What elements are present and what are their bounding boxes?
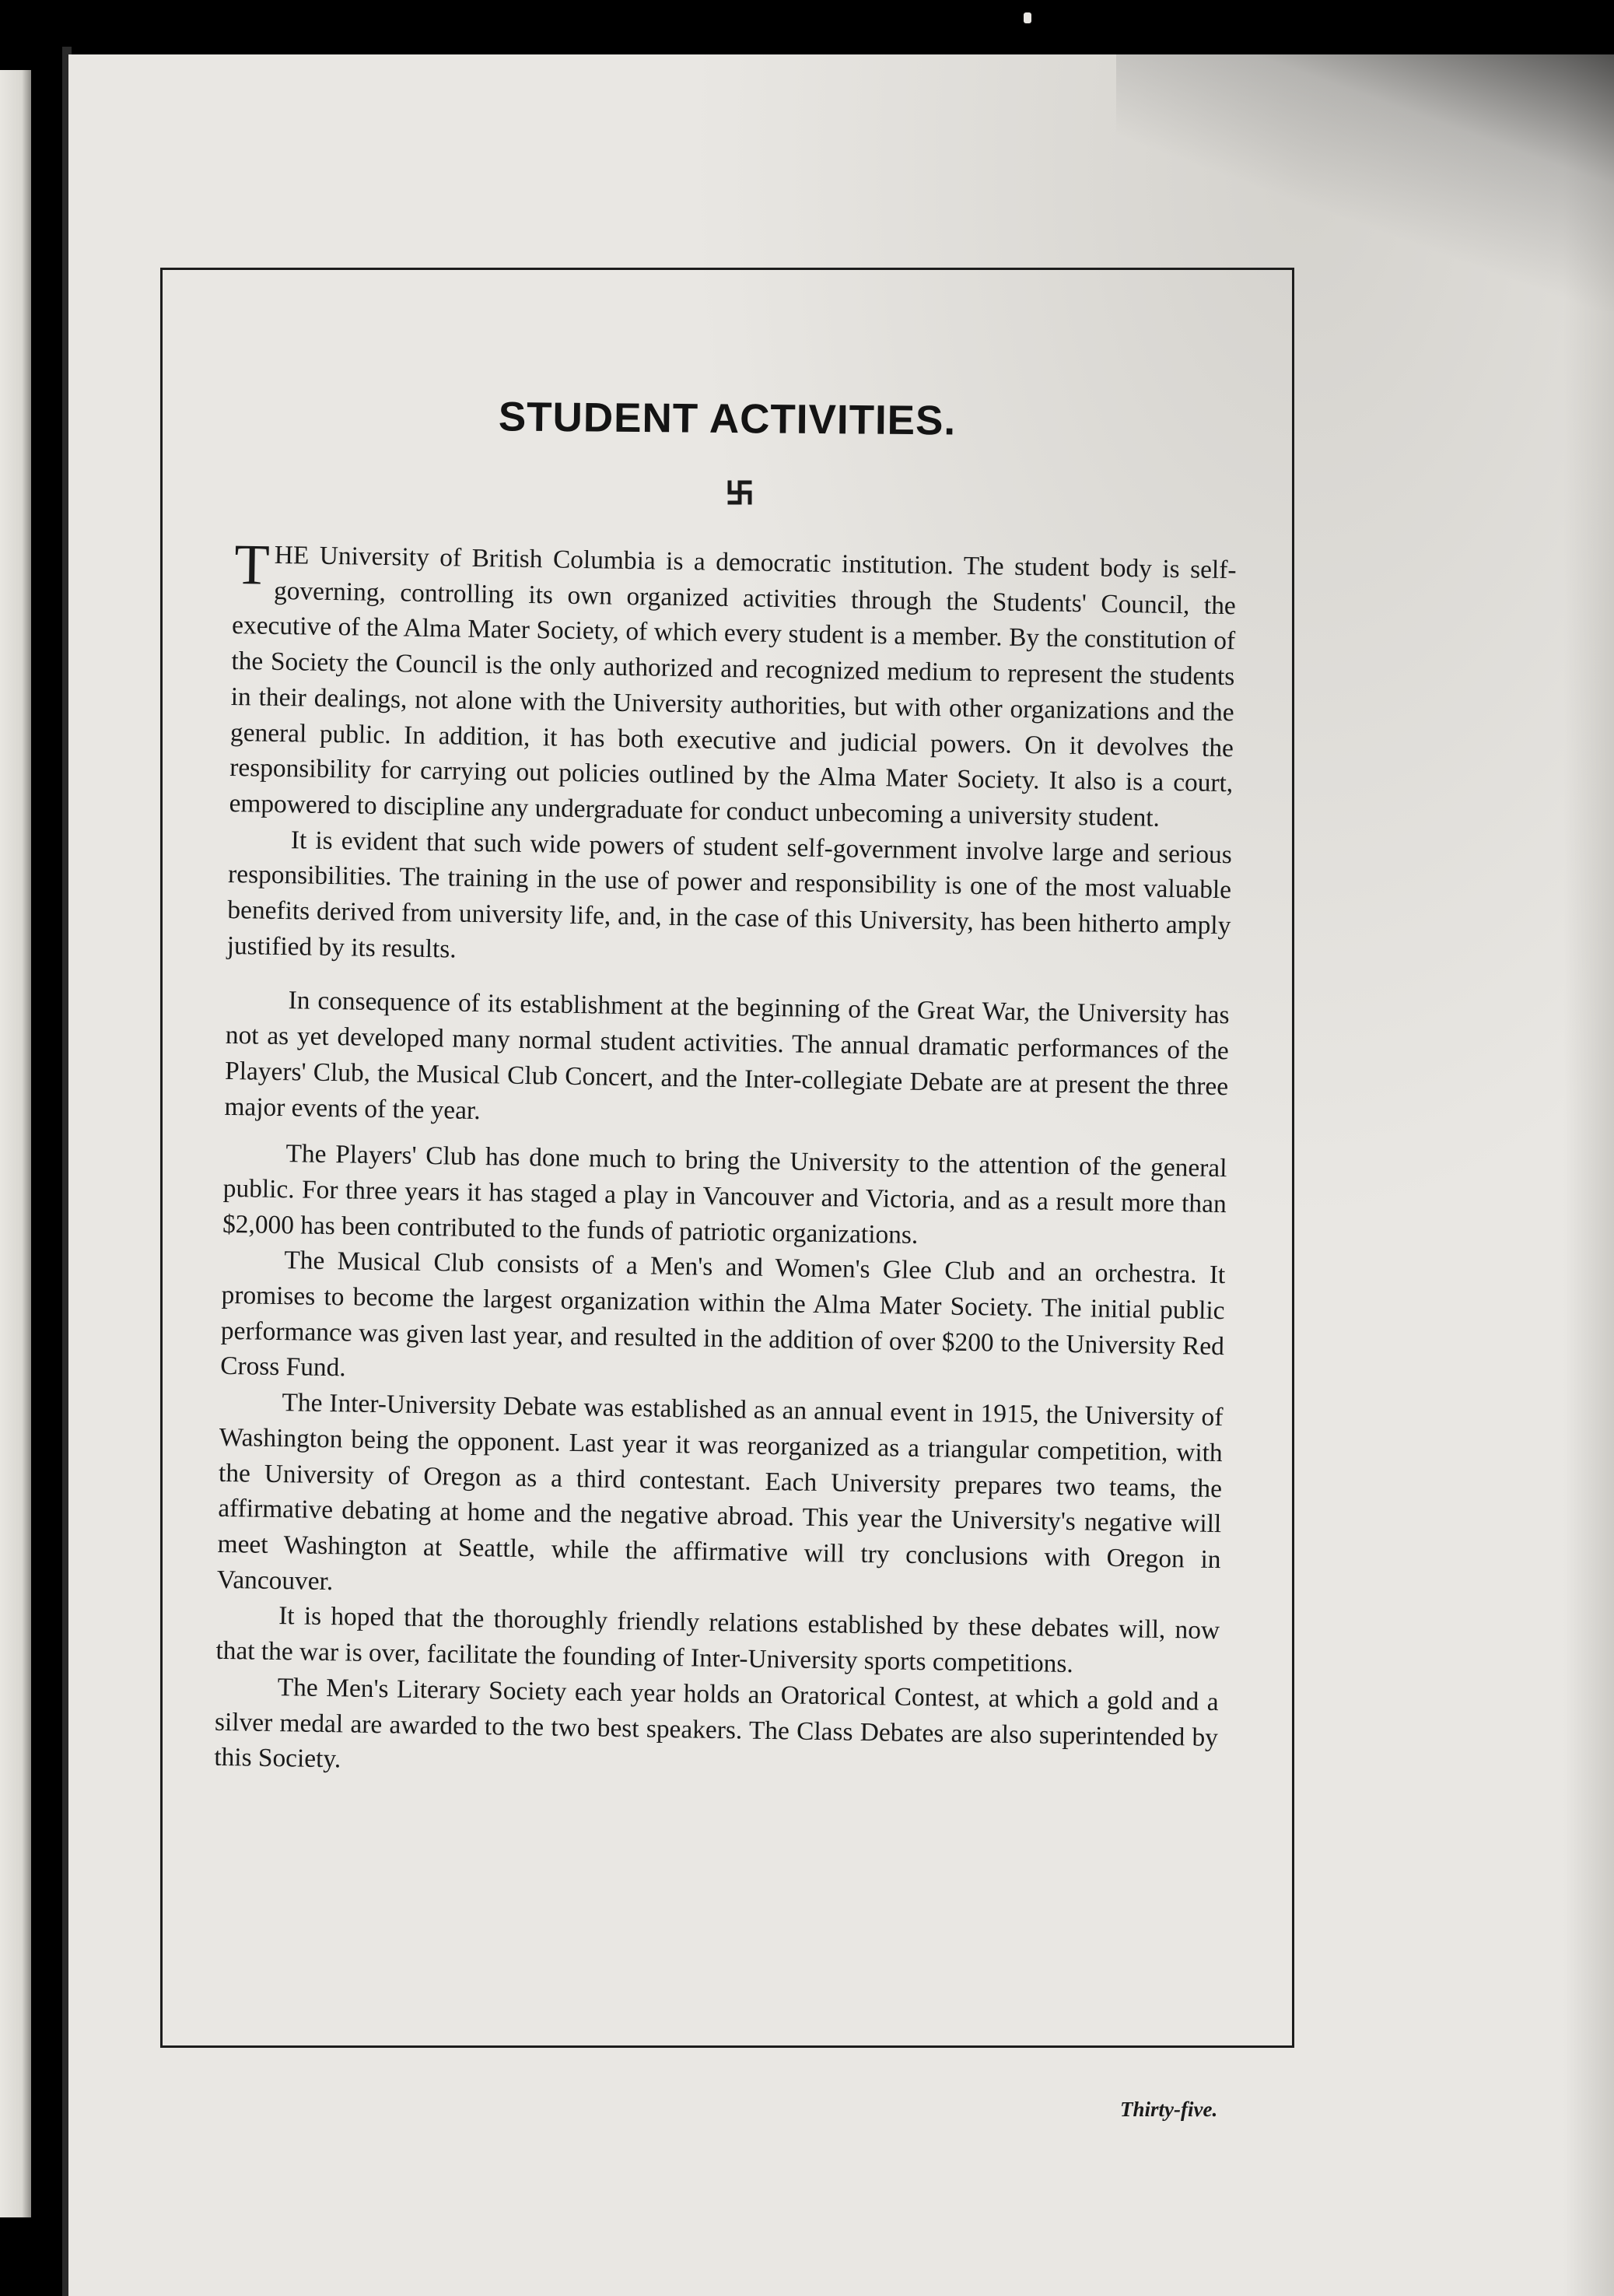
paragraph-debate: The Inter-University Debate was established as an annual event in 1915, the University of Washington being the opponent. Last year it was reorganized as a triangular competition, with the University of Oregon as a third contestant. Each University prepares two teams, the affirmative debating at home and the negative abroad. This year the University's negative will meet Washington at Seattle, while the affirmative will try conclusions with Oregon in Vancouver. (216, 1388, 1224, 1596)
facing-page-edge (0, 70, 31, 2217)
article-body (214, 533, 1237, 1791)
page-number: Thirty-five. (1120, 2098, 1218, 2121)
swastika-ornament-icon (726, 479, 753, 506)
paragraph-players-club: The Players' Club has done much to bring the University to the attention of the general public. For three years it has staged a play in Vancouver and Victoria, and as a result more than $2,000 has been contributed to the funds of patriotic organizations. (222, 1139, 1227, 1250)
paragraph-major-events: In consequence of its establishment at the beginning of the Great War, the University has not as yet developed many normal student activities. The annual dramatic performances of the Players' Club, the Musical Club Concert, and the Inter-collegiate Debate are at present the three major events of the year. (224, 986, 1230, 1125)
paragraph-musical-club: The Musical Club consists of a Men's and Women's Glee Club and an orchestra. It promises to become the largest organization within the Alma Mater Society. The initial public performance was given last year, and resulted in the addition of over $200 to the University Red Cross Fund. (219, 1246, 1226, 1383)
paragraph-literary-society: The Men's Literary Society each year holds an Oratorical Contest, at which a gold and a silver medal are awarded to the two best speakers. The Class Debates are also superintended by this Society. (214, 1672, 1219, 1774)
paragraph-intro (229, 533, 1237, 837)
page-right-edge (1563, 54, 1614, 2296)
paragraph-intro-text: HE University of British Columbia is a democratic institution. The student body is self-governing, controlling its own organized activities through the Students' Council, the executive of the Alma Mater Society, of which every student is a member. By the constitution of the Society the Council is the only authorized and recognized medium to represent the students in their dealings, not alone with the University authorities, but with other organizations and the general public. In addition, it has both executive and judicial powers. On it devolves the responsibility for carrying out policies outlined by the Alma Mater Society. It also is a court, empowered to discipline any undergraduate for conduct unbecoming a university student. (229, 540, 1237, 833)
paragraph-sports: It is hoped that the thoroughly friendly relations established by these debates will, now that the war is over, facilitate the founding of Inter-University sports competitions. (215, 1601, 1220, 1679)
paragraph-responsibilities: It is evident that such wide powers of student self-government involve large and serious responsibilities. The training in the use of power and responsibility is one of the most valuable benefits derived from university life, and, in the case of this University, has been hitherto amply justified by its results. (226, 825, 1233, 964)
page-title: STUDENT ACTIVITIES. (498, 394, 957, 444)
scan-speck (1024, 12, 1031, 23)
drop-cap: T (233, 533, 271, 598)
